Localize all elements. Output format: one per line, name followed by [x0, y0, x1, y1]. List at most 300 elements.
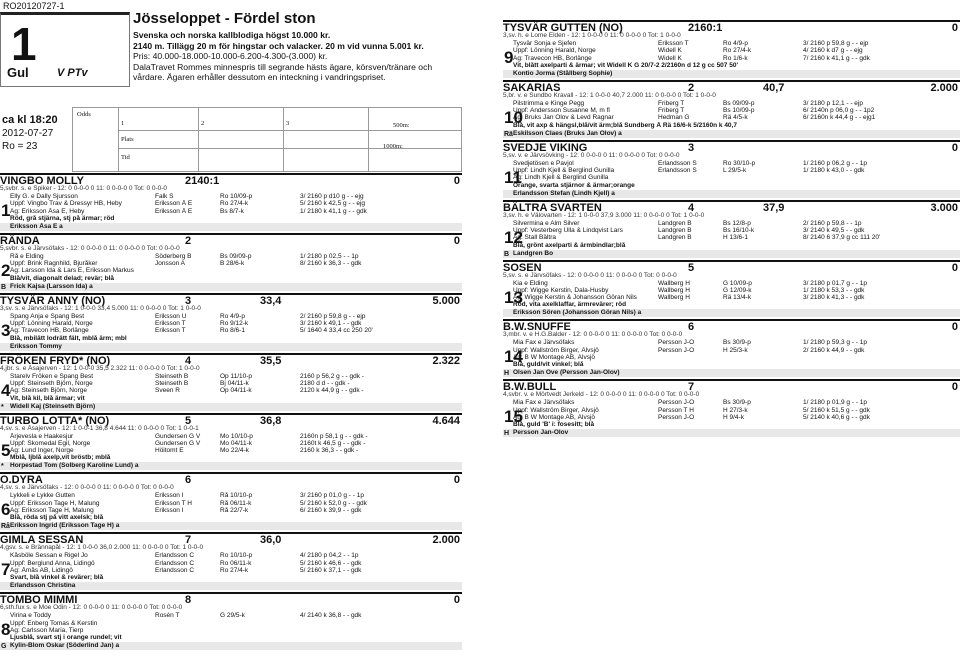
- form-row: [503, 160, 960, 167]
- form-row: [0, 612, 462, 619]
- horse-header: [0, 353, 462, 365]
- horse-name: SVEDJE VIKING: [503, 141, 588, 154]
- form-cell: Uppf: Wallström Birger, Älvsjö: [513, 406, 599, 414]
- start-number: 8: [1, 620, 11, 640]
- horse-driver: Eriksson Åsa E a: [0, 223, 462, 231]
- form-cell: 1/ 2180 p 01,9 g - - 1p: [803, 399, 867, 407]
- grid-500m-label: 500m:: [393, 122, 410, 129]
- horse-colors: Vit, blå kil, blå ärmar; vit: [10, 394, 85, 402]
- horse-pedigree: 4,sv. s. e Järvsöfaks - 12: 0 0-0-0 0 11: 0 0-0-0 0 Tot: 0 0-0-0: [0, 484, 174, 492]
- horse-pedigree: 4,jbr. s. e Åsajerven - 12: 1 0-0-0 35,5 2.322 11: 0 0-0-0 0 Tot: 1 0-0-0: [0, 364, 200, 372]
- horse-post: 3: [688, 141, 695, 154]
- form-cell: 6/ 2160n k 44,4 g - - ejg1: [803, 114, 876, 122]
- form-cell: 1/ 2180 p 02,5 - - 1p: [300, 252, 359, 260]
- shoe-mark: H: [504, 430, 510, 438]
- form-cell: 1/ 2180 k 41,1 g - - gdk: [300, 207, 367, 215]
- form-cell: Uppf: Andersson Susanne M, m fl: [513, 107, 610, 115]
- form-cell: 1/ 2180 k 53,3 - - gdk: [803, 286, 865, 294]
- shoe-mark: *: [1, 463, 4, 471]
- horse-driver: Kontio Jorma (Stållberg Sophie): [503, 70, 960, 78]
- form-cell: Äg: Åmås AB, Lidingö: [10, 566, 73, 574]
- race-id: RO20120727-1: [3, 1, 65, 11]
- horse-pedigree: 3,sv. h. e Välovarten - 12: 1 0-0-0 37,9 3.000 11: 0 0-0-0 0 Tot: 1 0-0-0: [503, 211, 705, 219]
- horse-post: 7: [688, 381, 695, 394]
- form-cell: 6/ 2140n p 06,0 g - - 1p2: [803, 107, 875, 115]
- form-cell: Rå 22/7-k: [220, 507, 249, 515]
- form-cell: Friberg T: [658, 107, 685, 115]
- form-cell: [723, 174, 803, 181]
- horse-name: TURBO LOTTA* (NO): [0, 414, 110, 427]
- form-cell: Erlandsson S: [658, 167, 697, 175]
- form-cell: Uppf: Wigge Kerstin, Dala-Husby: [513, 286, 609, 294]
- horse-post: 6: [185, 474, 192, 487]
- horse-name: TOMBO MIMMI: [0, 594, 78, 607]
- horse-name: B.W.SNUFFE: [503, 321, 571, 334]
- horse-name: SAKARIAS: [503, 81, 561, 94]
- form-cell: Kåsböle Sessan e Rigel Jo: [10, 552, 88, 560]
- form-cell: Rå e Elding: [10, 252, 44, 260]
- start-time: ca kl 18:20: [2, 114, 58, 126]
- form-row: [0, 327, 462, 334]
- form-cell: Landgren B: [658, 234, 692, 242]
- horse-name: TYSVÄR ANNY (NO): [0, 294, 106, 307]
- form-row: [0, 507, 462, 514]
- form-row: [0, 447, 462, 454]
- shoe-mark: B: [1, 283, 7, 291]
- form-cell: Äg: Travecon HB, Borlänge: [10, 327, 89, 335]
- form-cell: Eriksson Å E: [155, 200, 193, 208]
- form-row: [0, 253, 462, 260]
- form-cell: 8/ 2160 k 36,3 - - gdk: [300, 260, 362, 268]
- horse-entry: [503, 260, 960, 318]
- form-cell: Persson T H: [658, 406, 694, 414]
- race-title: Jösseloppet - Fördel ston: [133, 10, 316, 27]
- form-row: [503, 100, 960, 107]
- form-row: [503, 47, 960, 54]
- horse-name: GIMLA SESSAN: [0, 534, 84, 547]
- form-cell: 2/ 2160 k 44,9 - - gdk: [803, 346, 865, 354]
- form-cell: Spang Anja e Spang Best: [10, 312, 85, 320]
- horse-post: 6: [688, 321, 695, 334]
- form-cell: H 27/3-k: [723, 406, 748, 414]
- race-color-label: Gul: [7, 65, 29, 80]
- form-cell: G 12/09-k: [723, 286, 752, 294]
- horse-pedigree: 3,mbr. v. e H.G.Balder - 12: 0 0-0-0 0 11: 0 0-0-0 0 Tot: 0 0-0-0: [503, 331, 683, 339]
- form-cell: [155, 620, 220, 627]
- form-cell: Mia Fax e Järvsöfaks: [513, 339, 575, 347]
- form-cell: Hedman G: [658, 114, 690, 122]
- grid-1000m-label: 1000m:: [383, 143, 403, 150]
- start-number: 14: [504, 347, 523, 367]
- horse-colors: Blå, röda stj på vitt axelsk; blå: [10, 514, 104, 522]
- form-row: [0, 260, 462, 267]
- form-cell: 5/ 1640 4 33,4 cc 250 20': [300, 327, 373, 335]
- form-cell: Äg: Eriksson Åsa E, Heby: [10, 207, 85, 215]
- grid-col-1: 1: [121, 120, 125, 127]
- form-cell: Uppf: Lönning Harald, Norge: [513, 47, 596, 55]
- start-number: 12: [504, 227, 523, 247]
- horse-header: [503, 260, 960, 272]
- form-cell: Steinseth B: [155, 379, 189, 387]
- form-cell: Erlandsson C: [155, 559, 195, 567]
- horse-entry: [0, 353, 462, 411]
- horse-earnings: 0: [453, 474, 460, 487]
- horse-odds: 37,9: [763, 201, 785, 214]
- horse-colors: Blå, guld 'B' i: fosesitt; blå: [513, 421, 595, 429]
- form-cell: [155, 627, 220, 634]
- horse-colors: Blå, vit axp & hängsl,blå/vit ärm;blå Sundberg Å Rä 16/6-k 5/2160n k 40,7: [513, 121, 737, 129]
- shoe-mark: *: [1, 403, 4, 411]
- horse-odds: 36,8: [260, 414, 282, 427]
- horse-colors: Röd, vita axelklaffar, ärmrevärer; röd: [513, 301, 627, 309]
- start-info: [2, 114, 72, 152]
- form-cell: Bs 12/8-p: [723, 219, 751, 227]
- form-cell: H 13/6-1: [723, 234, 748, 242]
- horse-header: [0, 532, 462, 547]
- form-cell: Mia Fax e Järvsöfaks: [513, 399, 575, 407]
- horse-pedigree: 5,svbr. s. e Spiker - 12: 0 0-0-0 0 11: 0 0-0-0 0 Tot: 0 0-0-0: [0, 185, 168, 192]
- horse-name: RÄNDA: [0, 234, 40, 247]
- form-cell: 3/ 2160 p 59,8 g - - ejp: [803, 40, 869, 47]
- start-number: 1: [1, 201, 11, 220]
- horse-colors: Svart, blå vinkel & revärer; blå: [10, 574, 104, 582]
- form-cell: Uppf: Enberg Tomas & Kerstin: [10, 619, 98, 627]
- horse-post: 4: [185, 354, 192, 367]
- horse-odds: 35,5: [260, 354, 282, 367]
- form-cell: 2180 d d - - gdk -: [300, 379, 350, 387]
- form-cell: 6/ 2160 k 39,9 - - gdk: [300, 507, 362, 515]
- form-cell: Ro 27/4-k: [220, 200, 249, 208]
- form-cell: Eriksson T: [155, 327, 186, 335]
- form-row: [0, 552, 462, 559]
- form-row: [0, 267, 462, 274]
- grid-divider: [368, 108, 369, 171]
- horse-name: VINGBO MOLLY: [0, 175, 84, 187]
- horse-driver: Frick Kajsa (Larsson Ida) a: [0, 283, 462, 291]
- form-row: [0, 193, 462, 200]
- form-cell: [300, 627, 462, 634]
- form-cell: Bs 30/9-p: [723, 339, 751, 347]
- grid-divider: [198, 108, 199, 171]
- horse-driver: Eriksson Ingrid (Eriksson Tage H) a: [0, 522, 462, 530]
- start-date: 2012-07-27: [2, 128, 54, 139]
- form-cell: Eriksson I: [155, 507, 184, 515]
- form-cell: Op 11/10-p: [220, 372, 253, 380]
- form-cell: 8/ 2140 6 37,9 g cc 111 20': [803, 234, 881, 242]
- form-row: [0, 500, 462, 507]
- horse-name: B.W.BULL: [503, 381, 557, 394]
- horse-post: 4: [688, 201, 695, 214]
- horse-post: 3: [185, 294, 192, 307]
- form-cell: 2160 k 36,3 - - gdk -: [300, 447, 359, 455]
- race-description: [133, 30, 463, 83]
- horse-post: 7: [185, 534, 192, 547]
- form-cell: Eriksson U: [155, 312, 187, 320]
- form-row: [0, 620, 462, 627]
- horse-post: 2140:1: [185, 175, 220, 187]
- form-cell: 2/ 2160 p 59,8 - - 1p: [803, 219, 862, 227]
- horse-entry: [0, 173, 462, 231]
- horse-colors: Blå, guld/vit vinkel; blå: [513, 361, 584, 369]
- game-type: V PTv: [57, 67, 88, 79]
- form-cell: Ro 30/10-p: [723, 159, 756, 167]
- horse-header: [503, 379, 960, 394]
- form-cell: Bs 10/09-p: [723, 107, 755, 115]
- form-cell: [155, 267, 220, 274]
- horse-pedigree: 3,sv. s. e Järvsöfaks - 12: 1 0-0-0 33,4 5.000 11: 0 0-0-0 0 Tot: 1 0-0-0: [0, 304, 201, 312]
- form-cell: [658, 174, 723, 181]
- form-cell: Äg: Steinseth Björn, Norge: [10, 387, 87, 395]
- form-row: [0, 373, 462, 380]
- form-cell: Friberg T: [658, 99, 685, 107]
- form-cell: Äg: Lund Inger, Norge: [10, 447, 74, 455]
- form-cell: 4/ 2160 k d7 g - - ejg: [803, 47, 863, 55]
- grid-divider: [118, 108, 119, 171]
- form-cell: Mo 04/11-k: [220, 439, 253, 447]
- form-cell: Äg: Eriksson Tage H, Malung: [10, 507, 94, 515]
- horse-name: BÄLTRA SVARTEN: [503, 201, 602, 214]
- form-cell: 3/ 2160 k 49,1 - - gdk: [300, 320, 362, 328]
- form-cell: Persson J-O: [658, 413, 695, 421]
- form-cell: Landgren B: [658, 219, 692, 227]
- horse-driver: Persson Jan-Olov: [503, 429, 960, 437]
- form-row: [0, 380, 462, 387]
- horse-post: 5: [185, 414, 192, 427]
- form-cell: G 10/09-p: [723, 279, 752, 287]
- form-cell: Rosén T: [155, 612, 180, 620]
- form-cell: Gundersen G V: [155, 439, 201, 447]
- form-cell: Eriksson T: [658, 40, 689, 47]
- form-cell: [300, 267, 462, 274]
- form-cell: Svedjetösen e Pavjol: [513, 159, 574, 167]
- form-cell: Ro 10/09-p: [220, 193, 253, 200]
- race-header-box: [0, 12, 130, 87]
- track-code: Ro = 23: [2, 141, 38, 152]
- horse-earnings: 4.644: [432, 414, 460, 427]
- form-cell: 5/ 2160 k 51,5 g - - gdk: [803, 406, 870, 414]
- horse-earnings: 0: [951, 22, 958, 34]
- form-cell: Äg: B W Montage AB, Älvsjö: [513, 354, 596, 362]
- shoe-mark: Rå: [1, 523, 10, 531]
- grid-col-3: 3: [286, 120, 290, 127]
- horse-entry: [0, 532, 462, 590]
- form-cell: Ro 27/4-k: [220, 566, 249, 574]
- horse-earnings: 0: [453, 175, 460, 187]
- horse-colors: Blå, grönt axelparti & ärmbindlar;blå: [513, 241, 626, 249]
- horse-name: TYSVÄR GUTTEN (NO): [503, 22, 623, 34]
- horse-pedigree: 5,sv. s. e Järvsöfaks - 12: 0 0-0-0 0 11: 0 0-0-0 0 Tot: 0 0-0-0: [503, 271, 677, 279]
- form-cell: Uppf: Vesterberg Ulla & Lindqvist Lars: [513, 226, 623, 234]
- form-cell: 2/ 2160 p 59,8 g - - ejp: [300, 312, 366, 320]
- form-cell: Uppf: Eriksson Tage H, Malung: [10, 499, 100, 507]
- form-row: [503, 167, 960, 174]
- horse-post: 2: [688, 81, 695, 94]
- form-cell: Äg: B W Montage AB, Älvsjö: [513, 413, 596, 421]
- form-cell: Ro 27/4-k: [723, 47, 752, 55]
- form-cell: Persson J-O: [658, 399, 695, 407]
- form-cell: B 28/6-k: [220, 260, 245, 268]
- horse-driver: Eriksson Tommy: [0, 343, 462, 351]
- form-row: [0, 560, 462, 567]
- start-number: 7: [1, 560, 11, 580]
- form-cell: Mo 10/10-p: [220, 432, 253, 440]
- form-cell: 3/ 2180 p 01,7 g - - 1p: [803, 279, 867, 287]
- form-cell: 3/ 2180 p 12,1 - - ejp: [803, 99, 863, 107]
- horse-entry: [0, 293, 462, 351]
- grid-hline: [118, 130, 461, 131]
- horse-entry: [503, 20, 960, 78]
- form-cell: Virina e Toddy: [10, 612, 51, 620]
- form-cell: Erlandsson S: [658, 159, 697, 167]
- horse-post: 2160:1: [688, 22, 723, 34]
- horse-pedigree: 6,sth.fux s. e Moe Odin - 12: 0 0-0-0 0 11: 0 0-0-0 0 Tot: 0 0-0-0: [0, 604, 183, 612]
- form-cell: Äg: Bruks Jan Olov & Levd Ragnar: [513, 114, 614, 122]
- form-cell: Äg: Larsson Ida & Lars E, Eriksson Markus: [10, 267, 134, 275]
- start-number: 10: [504, 107, 523, 127]
- form-cell: 1/ 2160 p 06,2 g - - 1p: [803, 159, 867, 167]
- horse-pedigree: 3,sv. h. e Lome Elden - 12: 1 0-0-0 0 11: 0 0-0-0 0 Tot: 1 0-0-0: [503, 32, 681, 39]
- horse-colors: Orange, svarta stjärnor & ärmar;orange: [513, 181, 635, 189]
- form-cell: 3/ 2180 k 41,3 - - gdk: [803, 294, 865, 302]
- form-cell: Höitomt E: [155, 447, 184, 455]
- grid-col-2: 2: [201, 120, 205, 127]
- horse-header: [0, 233, 462, 245]
- form-cell: G 29/5-k: [220, 612, 245, 620]
- horse-entry: [0, 592, 462, 650]
- form-row: [0, 627, 462, 634]
- shoe-mark: Rä: [504, 130, 513, 138]
- form-cell: Ro 9/12-k: [220, 320, 249, 328]
- horse-pedigree: 4,svbr. v. e Mörtvedt Jerkeld - 12: 0 0-0-0 0 11: 0 0-0-0 0 Tot: 0 0-0-0: [503, 391, 700, 399]
- form-cell: Pilstrimma e Kinge Pegg: [513, 99, 585, 107]
- form-cell: Erlandsson C: [155, 566, 195, 574]
- form-cell: Lykkeli e Lykke Gutten: [10, 492, 75, 500]
- form-cell: 5/ 2140 k 40,6 g - - gdk: [803, 413, 870, 421]
- horse-entry: [0, 413, 462, 471]
- form-cell: Bs 8/7-k: [220, 207, 244, 215]
- form-cell: Äg: Wigge Kerstin & Johansson Göran Nils: [513, 294, 637, 302]
- horse-driver: Horpestad Tom (Solberg Karoline Lund) a: [0, 462, 462, 470]
- form-row: [503, 234, 960, 241]
- horse-earnings: 0: [951, 141, 958, 154]
- horse-driver: Eriksson Sören (Johansson Göran Nils) a: [503, 309, 960, 317]
- start-number: 5: [1, 440, 11, 460]
- form-cell: Ro 1/6-k: [723, 54, 748, 62]
- horse-pedigree: 5,sv. v. e Järvsövking - 12: 0 0-0-0 0 11: 0 0-0-0 0 Tot: 0 0-0-0: [503, 151, 680, 159]
- shoe-mark: B: [504, 250, 510, 258]
- form-cell: Ro 10/10-p: [220, 552, 253, 560]
- horse-pedigree: 4,gsv. s. e Brännapål - 12: 1 0-0-0 36,0 2.000 11: 0 0-0-0 0 Tot: 1 0-0-0: [0, 544, 204, 552]
- form-cell: [803, 354, 960, 361]
- horse-colors: Blå/vit, diagonalt delad; revär; blå: [10, 274, 115, 282]
- form-cell: Uppf: Berglund Anna, Lidingö: [10, 559, 95, 567]
- form-cell: Rå 10/10-p: [220, 492, 253, 500]
- horse-driver: Kylin-Blom Oskar (Söderlind Jan) a: [0, 642, 462, 650]
- start-number: 15: [504, 407, 523, 427]
- form-row: [0, 567, 462, 574]
- form-cell: Tysvär Sonja e Sjefen: [513, 40, 577, 47]
- form-cell: H 25/3-k: [723, 346, 748, 354]
- form-cell: 3/ 2140 k 49,5 - - gdk: [803, 226, 865, 234]
- horse-earnings: 5.000: [432, 294, 460, 307]
- form-cell: 5/ 2160 k 42,5 g - - ejg: [300, 200, 366, 208]
- horse-post: 8: [185, 594, 192, 607]
- form-row: [503, 220, 960, 227]
- form-row: [503, 339, 960, 346]
- form-cell: 4/ 2180 p 04,2 - - 1p: [300, 552, 359, 560]
- form-cell: Äg: Lindh Kjell & Berglind Gunilla: [513, 174, 609, 182]
- form-row: [0, 492, 462, 499]
- form-cell: 2160t k 46,5 g - - gdk -: [300, 439, 366, 447]
- start-number: 4: [1, 380, 11, 400]
- form-cell: Ro 4/9-p: [723, 40, 748, 47]
- horse-pedigree: 5,svbr. s. e Järvsöfaks - 12: 0 0-0-0 0 11: 0 0-0-0 0 Tot: 0 0-0-0: [0, 244, 180, 252]
- horse-header: [0, 173, 462, 185]
- form-cell: Bs 09/09-p: [723, 99, 755, 107]
- form-cell: [300, 620, 462, 627]
- form-row: [503, 114, 960, 121]
- horse-header: [503, 200, 960, 212]
- form-cell: Äg: Carlsson Maria, Tierp: [10, 626, 84, 634]
- form-cell: Steinseth B: [155, 372, 189, 380]
- form-row: [503, 174, 960, 181]
- form-cell: Uppf: Brink Ragnhild, Bjuråker: [10, 260, 98, 268]
- race-prizes: Pris: 40.000-18.000-10.000-6.200-4.300-(3.000) kr.: [133, 51, 328, 61]
- form-cell: [220, 267, 300, 274]
- horse-odds: 40,7: [763, 81, 785, 94]
- form-cell: Persson J-O: [658, 346, 695, 354]
- horse-earnings: 2.322: [432, 354, 460, 367]
- horse-entry: [503, 80, 960, 138]
- form-cell: Eriksson Å E: [155, 207, 193, 215]
- form-cell: Bj 04/11-k: [220, 379, 249, 387]
- race-number: 1: [11, 18, 37, 70]
- form-cell: Ro 8/6-1: [220, 327, 245, 335]
- form-row: [503, 55, 960, 62]
- race-trophy: DalaTravet Rommes minnespris till segrande hästs ägare, körsven/tränare och vårdare. Ägaren erhåller dessutom en inteckning i vandringspriset.: [133, 61, 433, 82]
- form-cell: Mo 22/4-k: [220, 447, 249, 455]
- grid-divider: [283, 108, 284, 171]
- start-number: 13: [504, 287, 523, 307]
- form-cell: 2160 p 56,2 g - - gdk -: [300, 372, 364, 380]
- form-cell: Uppf: Steinseth Björn, Norge: [10, 379, 93, 387]
- horse-odds: 36,0: [260, 534, 282, 547]
- horse-odds: 33,4: [260, 294, 282, 307]
- form-cell: 5/ 2160 k 46,6 - - gdk: [300, 559, 362, 567]
- form-cell: Starelv Fröken e Spang Best: [10, 372, 94, 380]
- form-row: [0, 200, 462, 207]
- shoe-mark: G: [1, 643, 7, 651]
- form-cell: Widell K: [658, 54, 682, 62]
- grid-time-label: Tid: [121, 154, 130, 161]
- horse-post: 5: [688, 261, 695, 274]
- horse-colors: Mblå, ljblå axelp,vit bröstb; mblå: [10, 454, 111, 462]
- form-cell: [803, 174, 960, 181]
- form-cell: Uppf: Lindh Kjell & Berglind Gunilla: [513, 167, 615, 175]
- horse-list-right: [503, 20, 960, 439]
- shoe-mark: H: [504, 370, 510, 378]
- horse-header: [503, 319, 960, 334]
- race-distance: 2140 m. Tillägg 20 m för hingstar och valacker. 20 m vid vunna 5.001 kr.: [133, 40, 424, 51]
- horse-pedigree: 4,sv. s. e Åsajerven - 12: 1 0-0-1 36,8 4.644 11: 0 0-0-0 0 Tot: 1 0-0-1: [0, 424, 199, 432]
- horse-entry: [503, 200, 960, 258]
- horse-list-left: [0, 173, 462, 652]
- form-cell: Eriksson T: [155, 320, 186, 328]
- horse-earnings: 0: [951, 321, 958, 334]
- form-row: [0, 387, 462, 394]
- horse-header: [0, 293, 462, 305]
- form-cell: 3/ 2160 p d10 g - - ejg: [300, 193, 364, 200]
